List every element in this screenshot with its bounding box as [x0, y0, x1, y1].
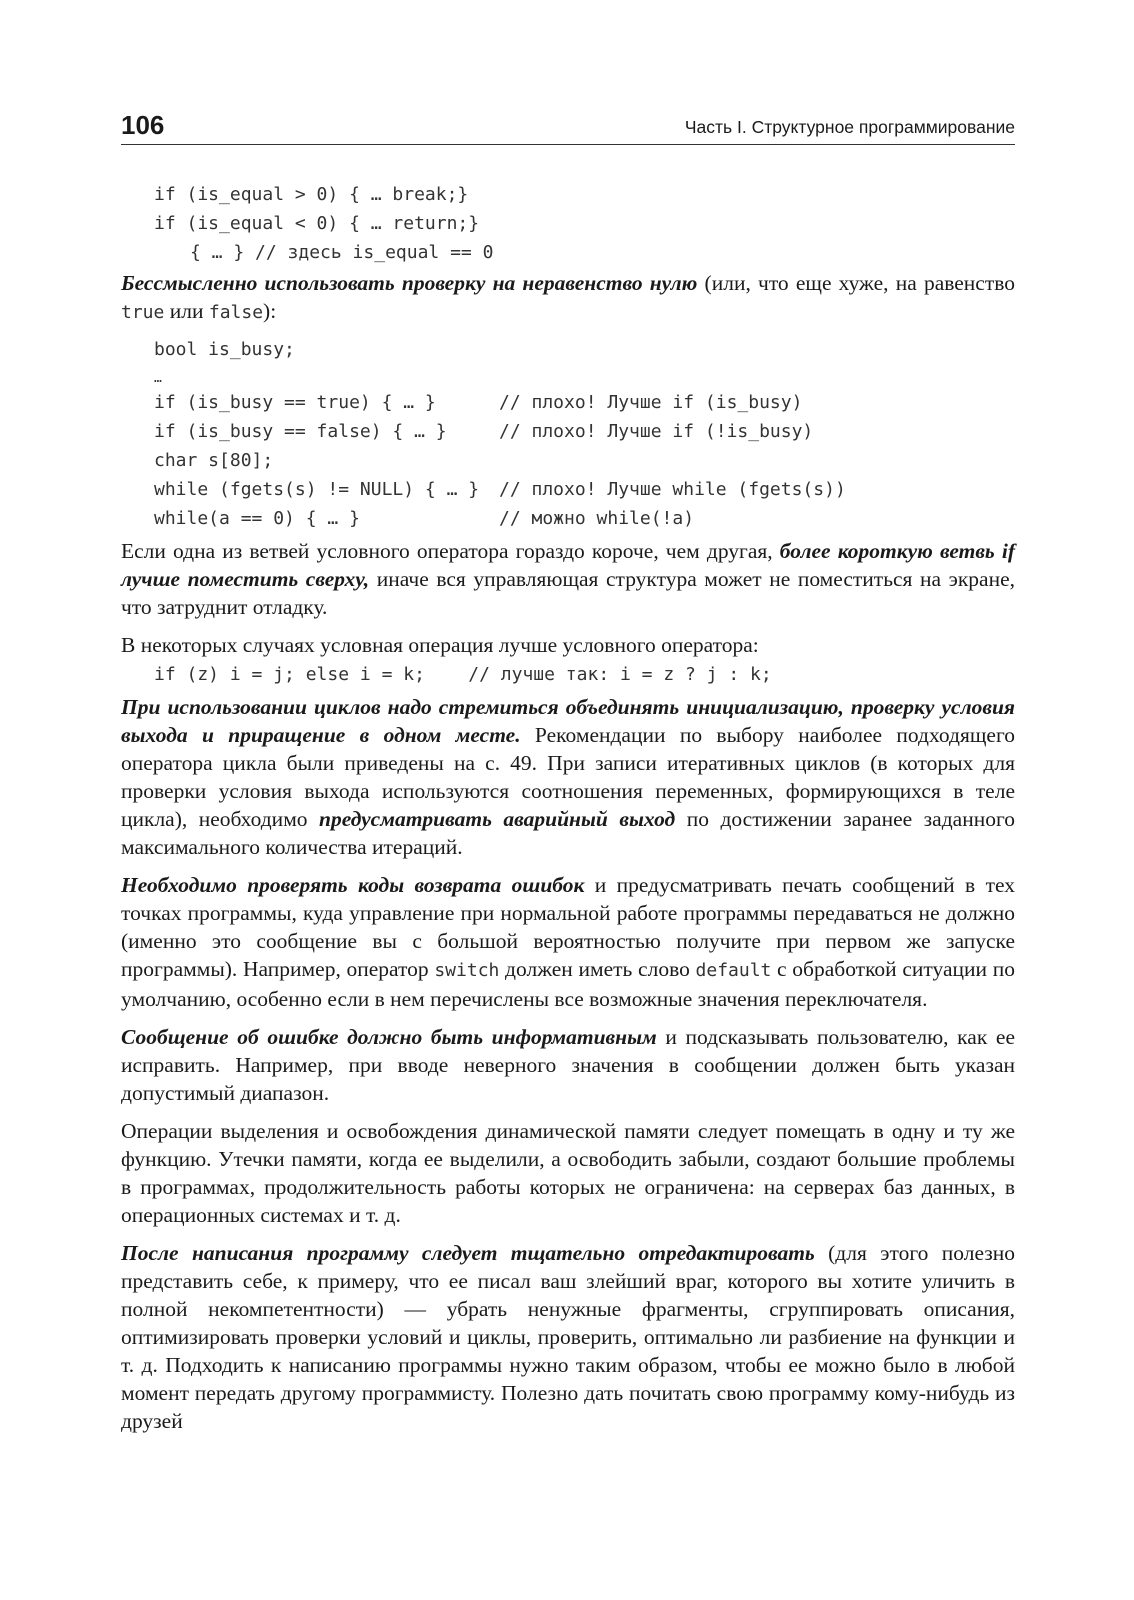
- code-line: { … } // здесь is_equal == 0: [190, 242, 494, 263]
- code-comment: // плохо! Лучше while (fgets(s)): [499, 479, 846, 500]
- code-block-3: [121, 660, 1015, 689]
- code-line: if (is_busy == true) { … } // плохо! Лучше if (is_busy): [154, 392, 803, 413]
- page-header: [121, 110, 1015, 145]
- emphasis: Бессмысленно использовать проверку на неравенство нулю: [121, 271, 698, 295]
- page-body: [121, 180, 1015, 1435]
- paragraph-error-message: Сообщение об ошибке должно быть информативным и подсказывать пользователю, как ее исправить. Например, при вводе неверного значения в сообщении должен быть указан допустимый диапазон.: [121, 1025, 1015, 1105]
- code-line: while(a == 0) { … } // можно while(!a): [154, 508, 695, 529]
- code-comment: // плохо! Лучше if (is_busy): [499, 392, 803, 413]
- code-comment: // можно while(!a): [499, 508, 695, 529]
- inline-code: false: [208, 302, 264, 323]
- paragraph-memory: Операции выделения и освобождения динамической памяти следует помещать в одну и ту же функцию. Утечки памяти, когда ее выделили, а освободить забыли, создают большие проблемы в программах, продолжительность работы которых не ограничена: на серверах баз данных, в операционных системах и т. д.: [121, 1119, 1015, 1227]
- code-line: bool is_busy;: [154, 339, 295, 360]
- code-line: if (is_busy == false) { … } // плохо! Лучше if (!is_busy): [154, 421, 814, 442]
- paragraph-error-codes: Необходимо проверять коды возврата ошибок и предусматривать печать сообщений в тех точках программы, куда управление при нормальной работе программы передаваться не должно (именно это сообщение вы с большой вероятностью получите при первом же запуске программы). Например, оператор switch должен иметь слово default с обработкой ситуации по умолчанию, особенно если в нем перечислены все возможные значения переключателя.: [121, 873, 1015, 1011]
- emphasis: После написания программу следует тщательно отредактировать: [121, 1241, 815, 1265]
- inline-code: default: [695, 960, 772, 981]
- code-block-1: [121, 180, 1015, 267]
- code-comment: // плохо! Лучше if (!is_busy): [499, 421, 814, 442]
- page-number: 106: [121, 110, 165, 140]
- code-line: if (z) i = j; else i = k; // лучше так: i = z ? j : k;: [154, 664, 772, 685]
- inline-code: true: [121, 302, 165, 323]
- code-line: if (is_equal > 0) { … break;}: [154, 184, 469, 205]
- code-line: char s[80];: [154, 450, 274, 471]
- paragraph-conditional-op: В некоторых случаях условная операция лучше условного оператора:: [121, 633, 759, 657]
- code-block-2: [121, 335, 1015, 533]
- code-line: if (is_equal < 0) { … return;}: [154, 213, 480, 234]
- emphasis: предусматривать аварийный выход: [319, 807, 676, 831]
- code-line: while (fgets(s) != NULL) { … } // плохо! Лучше while (fgets(s)): [154, 479, 846, 500]
- emphasis: Сообщение об ошибке должно быть информативным: [121, 1025, 657, 1049]
- running-head: Часть I. Структурное программирование: [684, 117, 1015, 137]
- emphasis: более короткую ветвь if лучше поместить сверху,: [121, 539, 1016, 591]
- emphasis: При использовании циклов надо стремиться объединять инициализацию, проверку условия выхода и приращение в одном месте.: [121, 695, 1015, 747]
- code-line: …: [154, 371, 162, 386]
- inline-code: switch: [434, 960, 500, 981]
- emphasis: Необходимо проверять коды возврата ошибок: [121, 873, 585, 897]
- paragraph-zero-check: Бессмысленно использовать проверку на неравенство нулю (или, что еще хуже, на равенство true или false):: [121, 271, 1016, 323]
- paragraph-short-branch: Если одна из ветвей условного оператора гораздо короче, чем другая, более короткую ветвь if лучше поместить сверху, иначе вся управляющая структура может не поместиться на экране, что затруднит отладку.: [121, 539, 1016, 619]
- paragraph-loops: При использовании циклов надо стремиться объединять инициализацию, проверку условия выхода и приращение в одном месте. Рекомендации по выбору наиболее подходящего оператора цикла были приведены на с. 49. При записи итеративных циклов (в которых для проверки условия выхода используются соотношения переменных, формирующихся в теле цикла), необходимо предусматривать аварийный выход по достижении заранее заданного максимального количества итераций.: [121, 695, 1015, 859]
- paragraph-editing: После написания программу следует тщательно отредактировать (для этого полезно представить себе, к примеру, что ее писал ваш злейший враг, которого вы хотите уличить в полной некомпетентности) — убрать ненужные фрагменты, сгруппировать описания, оптимизировать проверки условий и циклы, проверить, оптимально ли разбиение на функции и т. д. Подходить к написанию программы нужно таким образом, чтобы ее можно было в любой момент передать другому программисту. Полезно дать почитать свою программу кому-нибудь из друзей: [121, 1241, 1015, 1433]
